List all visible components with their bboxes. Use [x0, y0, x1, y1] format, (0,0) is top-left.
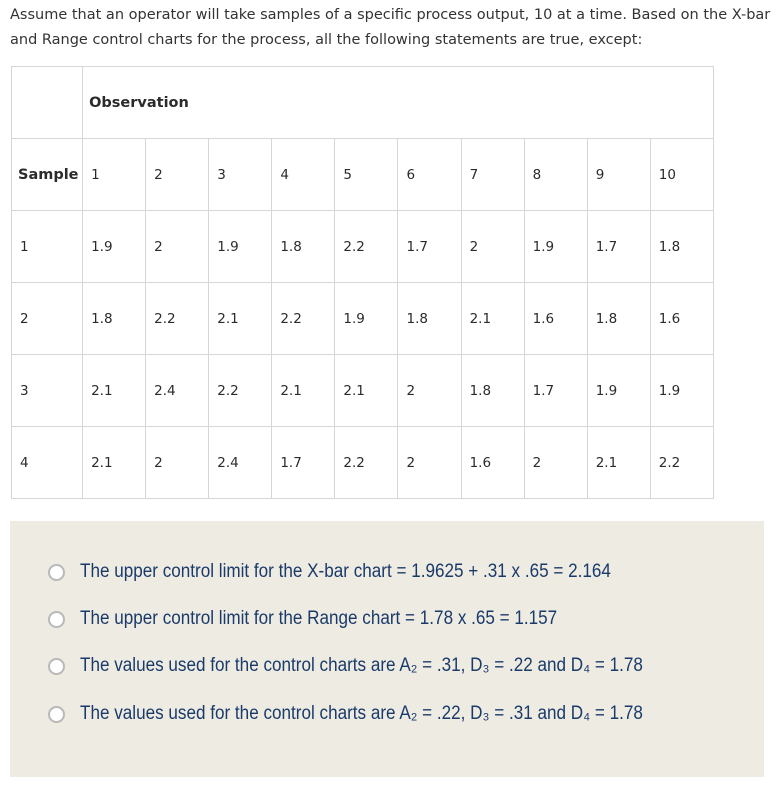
table-cell: 2.2: [209, 355, 272, 427]
table-cell: 1.8: [650, 211, 713, 283]
answer-option-text: The upper control limit for the Range chart = 1.78 x .65 = 1.157: [80, 608, 558, 629]
table-corner-cell: [12, 67, 83, 139]
table-cell: 2.1: [335, 355, 398, 427]
table-cell: 1.9: [524, 211, 587, 283]
answer-options-panel: [10, 521, 764, 777]
table-cell: 2.1: [83, 427, 146, 499]
table-cell: 2: [146, 211, 209, 283]
table-cell: 1.6: [524, 283, 587, 355]
radio-button[interactable]: [48, 706, 65, 723]
table-cell: 1.9: [83, 211, 146, 283]
sample-number: 3: [12, 355, 83, 427]
table-cell: 2: [398, 427, 461, 499]
sample-number: 1: [12, 211, 83, 283]
answer-option-3[interactable]: [48, 651, 705, 681]
table-cell: 1.9: [335, 283, 398, 355]
table-cell: 2.4: [146, 355, 209, 427]
column-header: 7: [461, 139, 524, 211]
table-cell: 1.8: [398, 283, 461, 355]
column-header: 1: [83, 139, 146, 211]
observation-header: Observation: [83, 67, 714, 139]
table-cell: 2.2: [335, 211, 398, 283]
table-cell: 2.1: [272, 355, 335, 427]
question-line-1: Assume that an operator will take samples of a specific process output, 10 at a time. Based on the X-bar: [10, 7, 771, 23]
table-cell: 2: [524, 427, 587, 499]
table-cell: 2.1: [83, 355, 146, 427]
table-cell: 2.1: [587, 427, 650, 499]
answer-option-text: The values used for the control charts are A₂ = .22, D₃ = .31 and D₄ = 1.78: [80, 703, 643, 724]
column-header: 6: [398, 139, 461, 211]
table-row: [12, 427, 714, 499]
table-cell: 1.7: [398, 211, 461, 283]
answer-option-2[interactable]: [48, 604, 610, 634]
column-header: 4: [272, 139, 335, 211]
table-row: [12, 211, 714, 283]
sample-number: 2: [12, 283, 83, 355]
radio-button[interactable]: [48, 611, 65, 628]
table-row: [12, 283, 714, 355]
table-cell: 2.2: [272, 283, 335, 355]
table-cell: 1.8: [83, 283, 146, 355]
table-header-row: [12, 67, 714, 139]
table-cell: 2: [146, 427, 209, 499]
table-cell: 1.7: [587, 211, 650, 283]
column-header: 3: [209, 139, 272, 211]
table-cell: 1.7: [524, 355, 587, 427]
table-cell: 2: [461, 211, 524, 283]
table-cell: 2.2: [650, 427, 713, 499]
sample-header: Sample: [12, 139, 83, 211]
radio-button[interactable]: [48, 564, 65, 581]
answer-option-text: The values used for the control charts are A₂ = .31, D₃ = .22 and D₄ = 1.78: [80, 655, 643, 676]
table-cell: 1.9: [650, 355, 713, 427]
table-cell: 1.6: [650, 283, 713, 355]
table-cell: 2.2: [146, 283, 209, 355]
question-line-2: and Range control charts for the process, all the following statements are true, except:: [10, 32, 643, 48]
column-header: 8: [524, 139, 587, 211]
column-header: 9: [587, 139, 650, 211]
table-cell: 2.1: [209, 283, 272, 355]
column-header: 10: [650, 139, 713, 211]
table-cell: 2.2: [335, 427, 398, 499]
answer-option-4[interactable]: [48, 699, 705, 729]
table-cell: 2.4: [209, 427, 272, 499]
column-number-row: [12, 139, 714, 211]
table-cell: 1.9: [209, 211, 272, 283]
table-cell: 2.1: [461, 283, 524, 355]
answer-option-1[interactable]: [48, 557, 670, 587]
table-cell: 1.6: [461, 427, 524, 499]
column-header: 2: [146, 139, 209, 211]
table-cell: 1.8: [587, 283, 650, 355]
table-cell: 1.8: [272, 211, 335, 283]
column-header: 5: [335, 139, 398, 211]
table-cell: 1.8: [461, 355, 524, 427]
observation-table: [11, 66, 714, 499]
sample-number: 4: [12, 427, 83, 499]
answer-option-text: The upper control limit for the X-bar chart = 1.9625 + .31 x .65 = 2.164: [80, 561, 611, 582]
table-row: [12, 355, 714, 427]
radio-button[interactable]: [48, 658, 65, 675]
question-text: [10, 3, 780, 53]
table-cell: 1.9: [587, 355, 650, 427]
table-cell: 2: [398, 355, 461, 427]
table-cell: 1.7: [272, 427, 335, 499]
